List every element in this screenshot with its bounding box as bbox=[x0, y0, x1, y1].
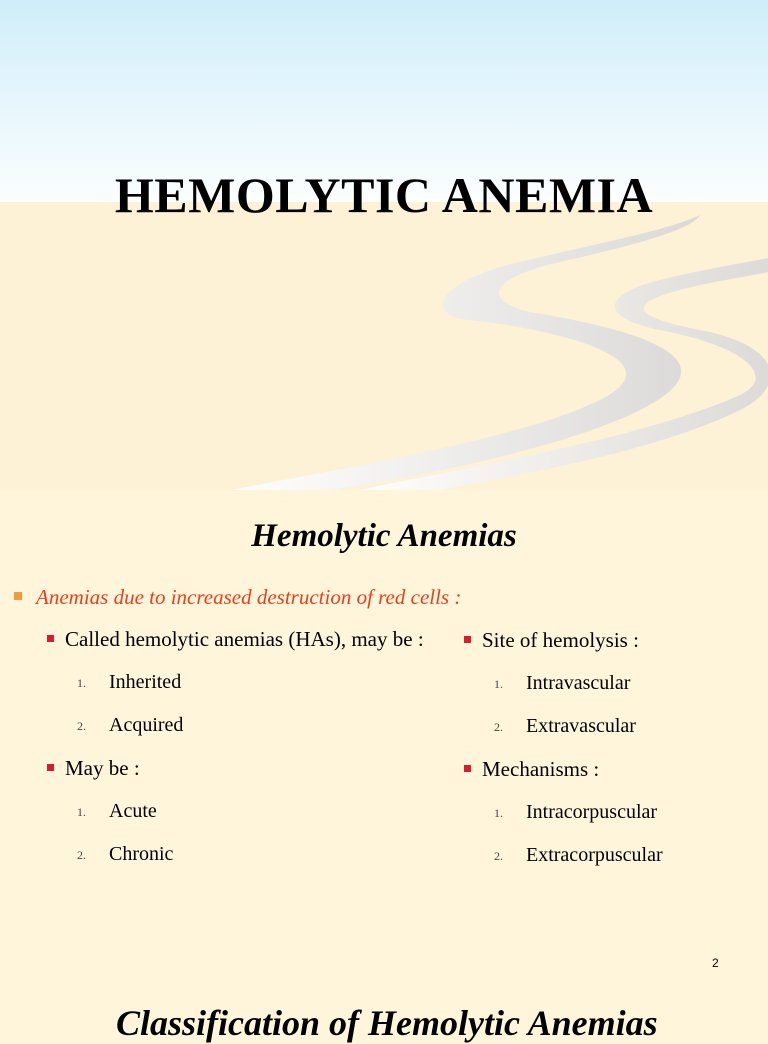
item-number: 2. bbox=[494, 849, 503, 863]
sub-item-text: Chronic bbox=[109, 843, 174, 865]
list-item bbox=[47, 756, 447, 799]
sub-item-text: Acquired bbox=[109, 714, 184, 736]
sub-item bbox=[47, 713, 447, 756]
sub-item-text: Extravascular bbox=[526, 715, 636, 737]
list-item bbox=[464, 757, 764, 800]
swirl-decoration-icon bbox=[0, 0, 768, 490]
red-square-bullet-icon bbox=[47, 764, 54, 771]
sub-item bbox=[464, 800, 764, 843]
slide-heading: Hemolytic Anemias bbox=[251, 518, 517, 554]
item-number: 1. bbox=[77, 676, 86, 690]
sub-item bbox=[47, 842, 447, 885]
right-column bbox=[464, 628, 764, 886]
content-slide bbox=[0, 490, 768, 1043]
sub-item bbox=[47, 670, 447, 713]
list-item bbox=[464, 628, 764, 671]
left-column bbox=[47, 627, 447, 885]
red-square-bullet-icon bbox=[47, 635, 54, 642]
item-number: 2. bbox=[77, 719, 86, 733]
sub-item-text: Inherited bbox=[109, 671, 182, 693]
item-label: Mechanisms : bbox=[482, 757, 600, 781]
lead-bullet bbox=[14, 585, 461, 610]
item-number: 2. bbox=[77, 848, 86, 862]
sub-item bbox=[464, 843, 764, 886]
sub-item-text: Intravascular bbox=[526, 672, 631, 694]
item-number: 2. bbox=[494, 720, 503, 734]
red-square-bullet-icon bbox=[464, 765, 471, 772]
page-number: 2 bbox=[712, 956, 719, 970]
item-number: 1. bbox=[494, 806, 503, 820]
sub-item-text: Acute bbox=[109, 800, 157, 822]
orange-square-bullet-icon bbox=[14, 592, 22, 600]
title-slide bbox=[0, 0, 768, 490]
next-slide-title: Classification of Hemolytic Anemias bbox=[116, 1003, 658, 1043]
lead-text: Anemias due to increased destruction of red cells : bbox=[36, 585, 462, 609]
item-label: Called hemolytic anemias (HAs), may be : bbox=[65, 627, 424, 651]
item-number: 1. bbox=[494, 677, 503, 691]
sub-item bbox=[47, 799, 447, 842]
item-label: Site of hemolysis : bbox=[482, 628, 639, 652]
sub-item bbox=[464, 671, 764, 714]
red-square-bullet-icon bbox=[464, 636, 471, 643]
sub-item-text: Intracorpuscular bbox=[526, 801, 658, 823]
list-item bbox=[47, 627, 447, 670]
sub-item-text: Extracorpuscular bbox=[526, 844, 663, 866]
slide-title: HEMOLYTIC ANEMIA bbox=[114, 167, 654, 223]
sub-item bbox=[464, 714, 764, 757]
item-number: 1. bbox=[77, 805, 86, 819]
item-label: May be : bbox=[65, 756, 140, 780]
